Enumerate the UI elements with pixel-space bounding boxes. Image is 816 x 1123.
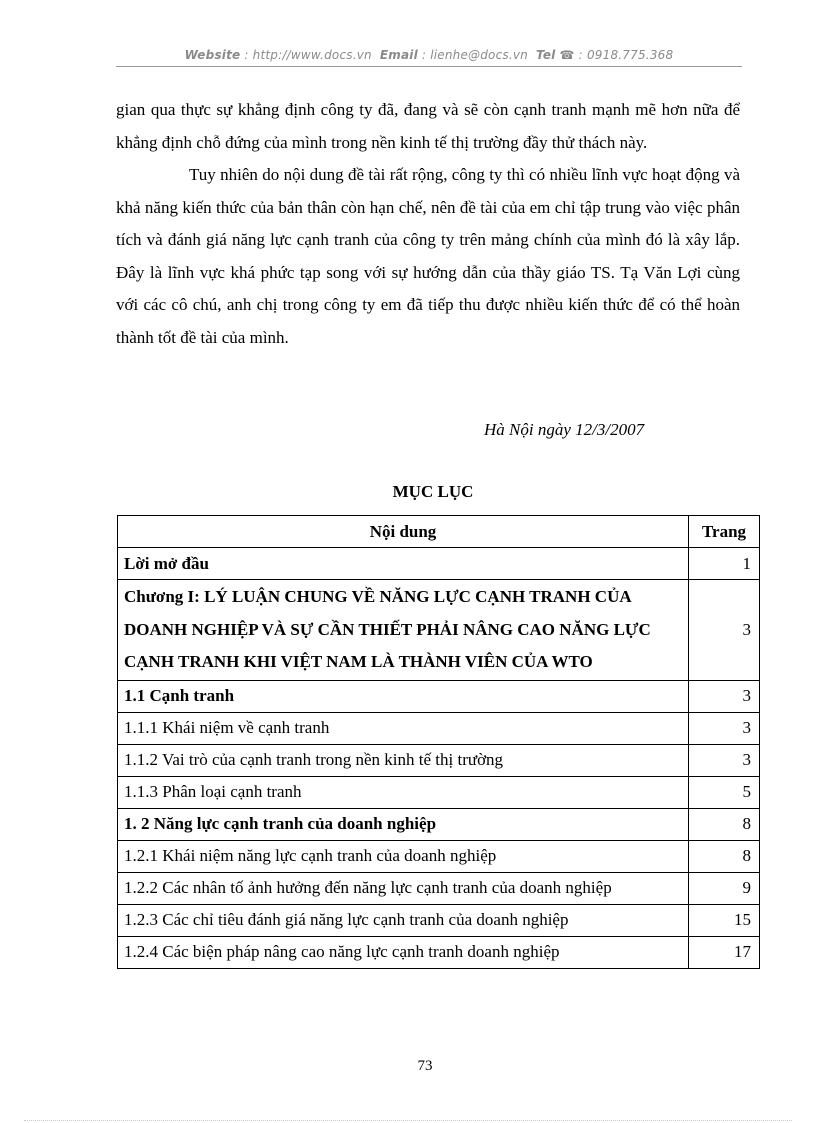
- toc-row-label: Lời mở đầu: [118, 548, 689, 580]
- paragraph-continuation: gian qua thực sự khẳng định công ty đã, đang và sẽ còn cạnh tranh mạnh mẽ hơn nữa để khẳng định chỗ đứng của mình trong nền kinh tế thị trường đầy thử thách này.: [116, 100, 740, 152]
- toc-row: [118, 904, 760, 936]
- toc-row: [118, 936, 760, 968]
- toc-row-label: 1.1.1 Khái niệm về cạnh tranh: [118, 712, 689, 744]
- toc-row-page: 8: [689, 808, 760, 840]
- toc-row-label: 1.2.2 Các nhân tố ảnh hưởng đến năng lực cạnh tranh của doanh nghiệp: [118, 872, 689, 904]
- toc-row-page: 17: [689, 936, 760, 968]
- toc-header-content: Nội dung: [118, 516, 689, 548]
- toc-row-page: 3: [689, 580, 760, 681]
- website-separator: :: [240, 48, 253, 62]
- toc-row: [118, 580, 760, 681]
- toc-row-page: 15: [689, 904, 760, 936]
- footer-divider: [24, 1120, 792, 1121]
- toc-row-page: 1: [689, 548, 760, 580]
- toc-row-page: 3: [689, 680, 760, 712]
- toc-row-label: 1.2.3 Các chỉ tiêu đánh giá năng lực cạnh tranh của doanh nghiệp: [118, 904, 689, 936]
- header-divider: [116, 66, 742, 67]
- toc-row: [118, 712, 760, 744]
- date-line: Hà Nội ngày 12/3/2007: [484, 420, 645, 439]
- email-link[interactable]: lienhe@docs.vn: [430, 48, 528, 62]
- body-text: [116, 94, 740, 354]
- toc-row: [118, 776, 760, 808]
- email-label: Email: [379, 48, 418, 62]
- toc-row: [118, 840, 760, 872]
- toc-row: [118, 548, 760, 580]
- toc-row-page: 9: [689, 872, 760, 904]
- toc-row-label: 1.2.4 Các biện pháp nâng cao năng lực cạnh tranh doanh nghiệp: [118, 936, 689, 968]
- toc-row-label: 1.1.3 Phân loại cạnh tranh: [118, 776, 689, 808]
- toc-title: MỤC LỤC: [392, 482, 474, 501]
- paragraph-scope: Tuy nhiên do nội dung đề tài rất rộng, công ty thì có nhiều lĩnh vực hoạt động và khả năng kiến thức của bản thân còn hạn chế, nên đề tài của em chỉ tập trung vào việc phân tích và đánh giá năng lực cạnh tranh của công ty trên mảng chính của mình đó là xây lắp. Đây là lĩnh vực khá phức tạp song với sự hướng dẫn của thầy giáo TS. Tạ Văn Lợi cùng với các cô chú, anh chị trong công ty em đã tiếp thu được nhiều kiến thức để có thể hoàn thành tốt đề tài của mình.: [116, 165, 740, 347]
- toc-row-page: 8: [689, 840, 760, 872]
- toc-row-page: 3: [689, 744, 760, 776]
- email-separator: :: [417, 48, 431, 62]
- toc-row: [118, 872, 760, 904]
- toc-table: [117, 515, 760, 969]
- toc-row: [118, 808, 760, 840]
- website-link[interactable]: http://www.docs.vn: [252, 48, 372, 62]
- toc-row-page: 5: [689, 776, 760, 808]
- phone-icon: ☎: [559, 48, 575, 62]
- toc-row-label: Chương I: LÝ LUẬN CHUNG VỀ NĂNG LỰC CẠNH TRANH CỦA DOANH NGHIỆP VÀ SỰ CẦN THIẾT PHẢI NÂNG CAO NĂNG LỰC CẠNH TRANH KHI VIỆT NAM LÀ THÀNH VIÊN CỦA WTO: [118, 580, 689, 681]
- tel-separator: :: [574, 48, 587, 62]
- page-header: [116, 48, 742, 62]
- toc-row-page: 3: [689, 712, 760, 744]
- toc-header-row: [118, 516, 760, 548]
- toc-row-label: 1.2.1 Khái niệm năng lực cạnh tranh của doanh nghiệp: [118, 840, 689, 872]
- toc-row: [118, 680, 760, 712]
- toc-row-label: 1.1 Cạnh tranh: [118, 680, 689, 712]
- tel-value: 0918.775.368: [586, 48, 674, 62]
- tel-label: Tel: [536, 48, 556, 62]
- toc-row: [118, 744, 760, 776]
- toc-row-label: 1. 2 Năng lực cạnh tranh của doanh nghiệp: [118, 808, 689, 840]
- toc-row-label: 1.1.2 Vai trò của cạnh tranh trong nền kinh tế thị trường: [118, 744, 689, 776]
- page-number: 73: [417, 1058, 433, 1074]
- website-label: Website: [184, 48, 241, 62]
- toc-header-page: Trang: [689, 516, 760, 548]
